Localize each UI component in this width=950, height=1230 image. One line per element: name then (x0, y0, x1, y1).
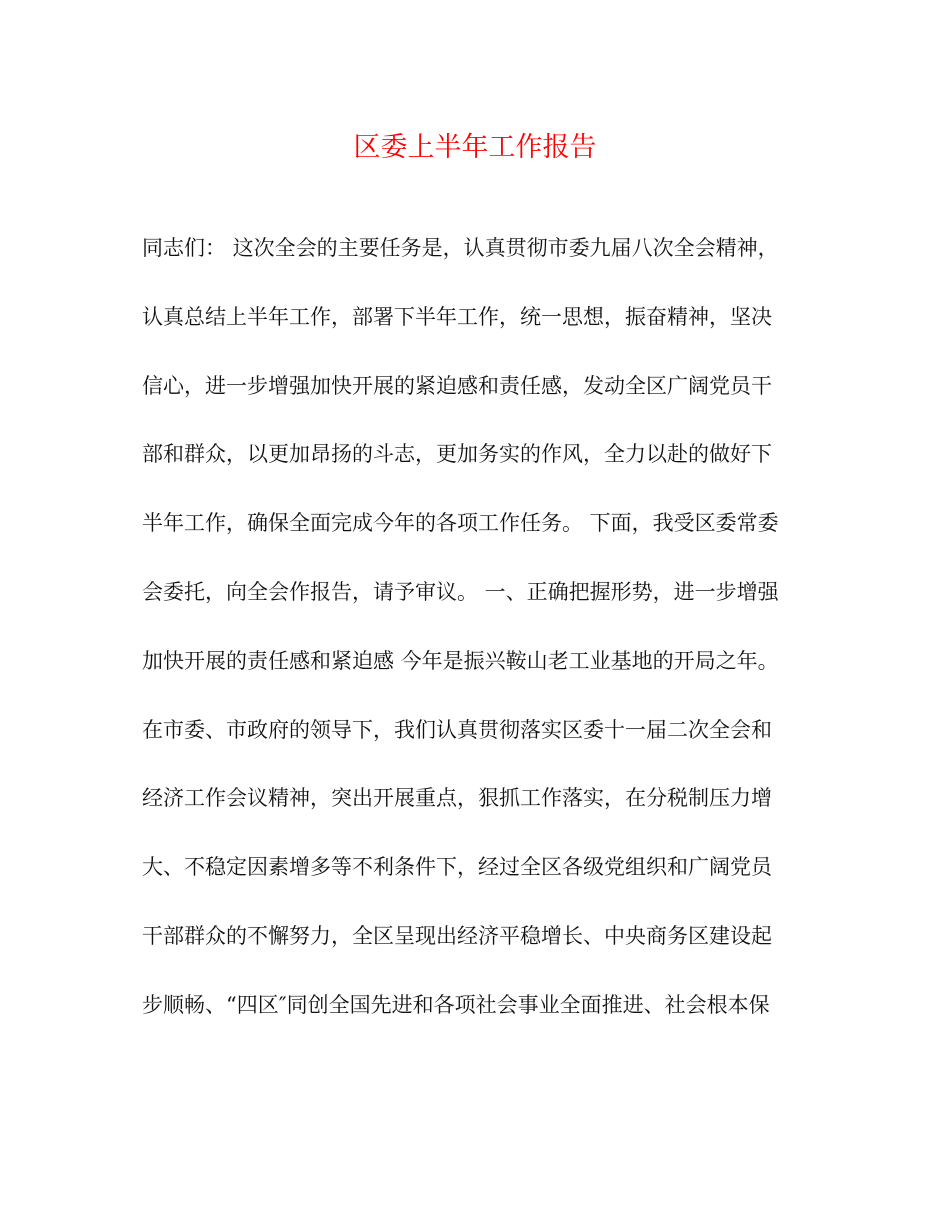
document-body (142, 228, 822, 1054)
body-line: 大、不稳定因素增多等不利条件下，经过全区各级党组织和广阔党员 (142, 855, 772, 880)
body-line: 同志们： 这次全会的主要任务是，认真贯彻市委九届八次全会精神， (142, 236, 779, 260)
body-line: 步顺畅、“四区″同创全国先进和各项社会事业全面推进、社会根本保 (142, 992, 770, 1017)
body-line: 半年工作，确保全面完成今年的各项工作任务。 下面，我受区委常委 (142, 511, 779, 536)
body-line: 信心，进一步增强加快开展的紧迫感和责任感，发动全区广阔党员干 (142, 373, 772, 398)
body-line: 认真总结上半年工作，部署下半年工作，统一思想，振奋精神，坚决 (142, 304, 772, 329)
body-line: 经济工作会议精神，突出开展重点，狠抓工作落实，在分税制压力增 (142, 786, 772, 811)
body-line: 会委托，向全会作报告，请予审议。 一、正确把握形势，进一步增强 (142, 579, 779, 604)
body-line: 干部群众的不懈努力，全区呈现出经济平稳增长、中央商务区建设起 (142, 923, 772, 948)
body-line: 加快开展的责任感和紧迫感 今年是振兴鞍山老工业基地的开局之年。 (142, 648, 779, 673)
body-line: 部和群众，以更加昂扬的斗志，更加务实的作风，全力以赴的做好下 (142, 442, 772, 467)
document-title: 区委上半年工作报告 (353, 132, 597, 163)
body-line: 在市委、市政府的领导下，我们认真贯彻落实区委十一届二次全会和 (142, 717, 772, 742)
